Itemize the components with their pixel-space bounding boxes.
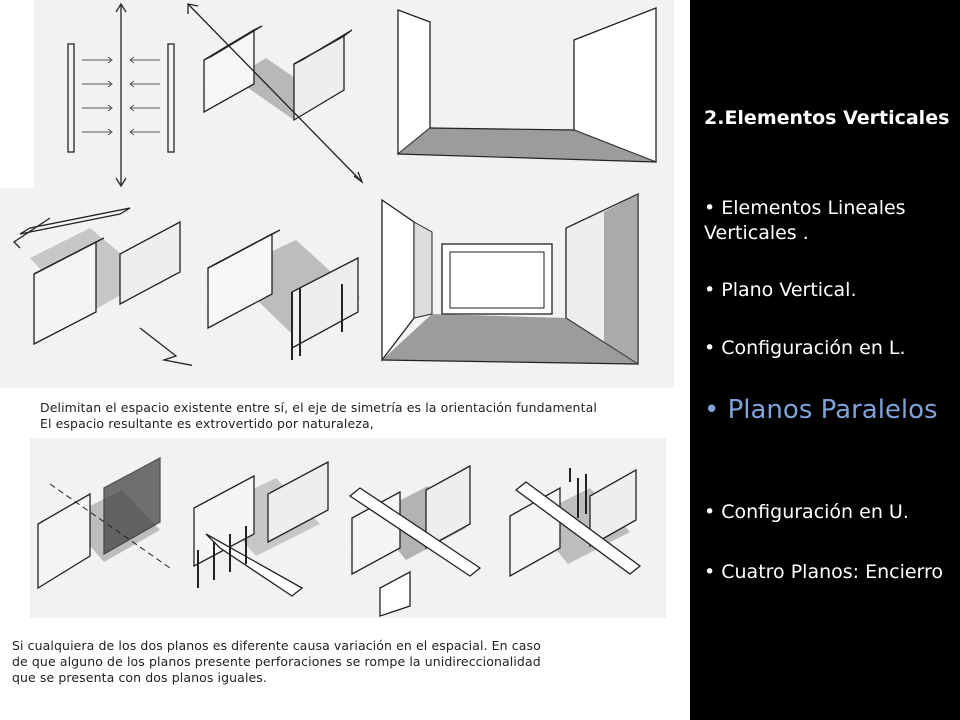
sidebar-item-cuatro-planos: • Cuatro Planos: Encierro (704, 561, 944, 583)
parallel-walls-axis-sketch-icon (184, 0, 374, 188)
figure-variations-row (30, 438, 666, 618)
figure-parallel-planes-plan (34, 0, 184, 188)
upper-caption-line-1: Delimitan el espacio existente entre sí, el eje de simetría es la orientación fundamental (40, 400, 597, 415)
lower-caption-line-3: que se presenta con dos planos iguales. (12, 670, 267, 685)
upper-caption-line-2: El espacio resultante es extrovertido por naturaleza, (40, 416, 374, 431)
lower-caption-line-1: Si cualquiera de los dos planos es diferente causa variación en el espacial. En caso (12, 638, 541, 653)
sidebar-item-elementos-lineales: • Elementos Lineales Verticales . (704, 197, 906, 244)
parallel-planes-arrows-sketch-icon (34, 0, 184, 188)
sidebar-title: 2.Elementos Verticales (704, 107, 950, 129)
two-walls-perspective-sketch-icon (374, 0, 674, 188)
parallel-walls-with-posts-sketch-icon (192, 188, 368, 388)
figure-walls-posts (192, 188, 368, 388)
sidebar (690, 0, 960, 720)
sidebar-item-configuracion-u: • Configuración en U. (704, 501, 909, 523)
room-perspective-sketch-icon (368, 188, 674, 388)
sidebar-item-planos-paralelos: • Planos Paralelos (704, 395, 938, 425)
figure-walls-outward (0, 188, 192, 388)
lower-caption (12, 638, 682, 686)
sidebar-item-plano-vertical: • Plano Vertical. (704, 279, 857, 301)
sidebar-item-configuracion-l: • Configuración en L. (704, 337, 906, 359)
parallel-planes-variations-sketch-icon (30, 438, 666, 618)
figure-room-perspective (368, 188, 674, 388)
lower-caption-line-2: de que alguno de los planos presente perforaciones se rompe la unidireccionalidad (12, 654, 541, 669)
upper-caption (40, 400, 690, 432)
figure-walls-axis (184, 0, 374, 188)
parallel-walls-outward-arrows-sketch-icon (0, 188, 192, 388)
figure-walls-perspective (374, 0, 674, 188)
